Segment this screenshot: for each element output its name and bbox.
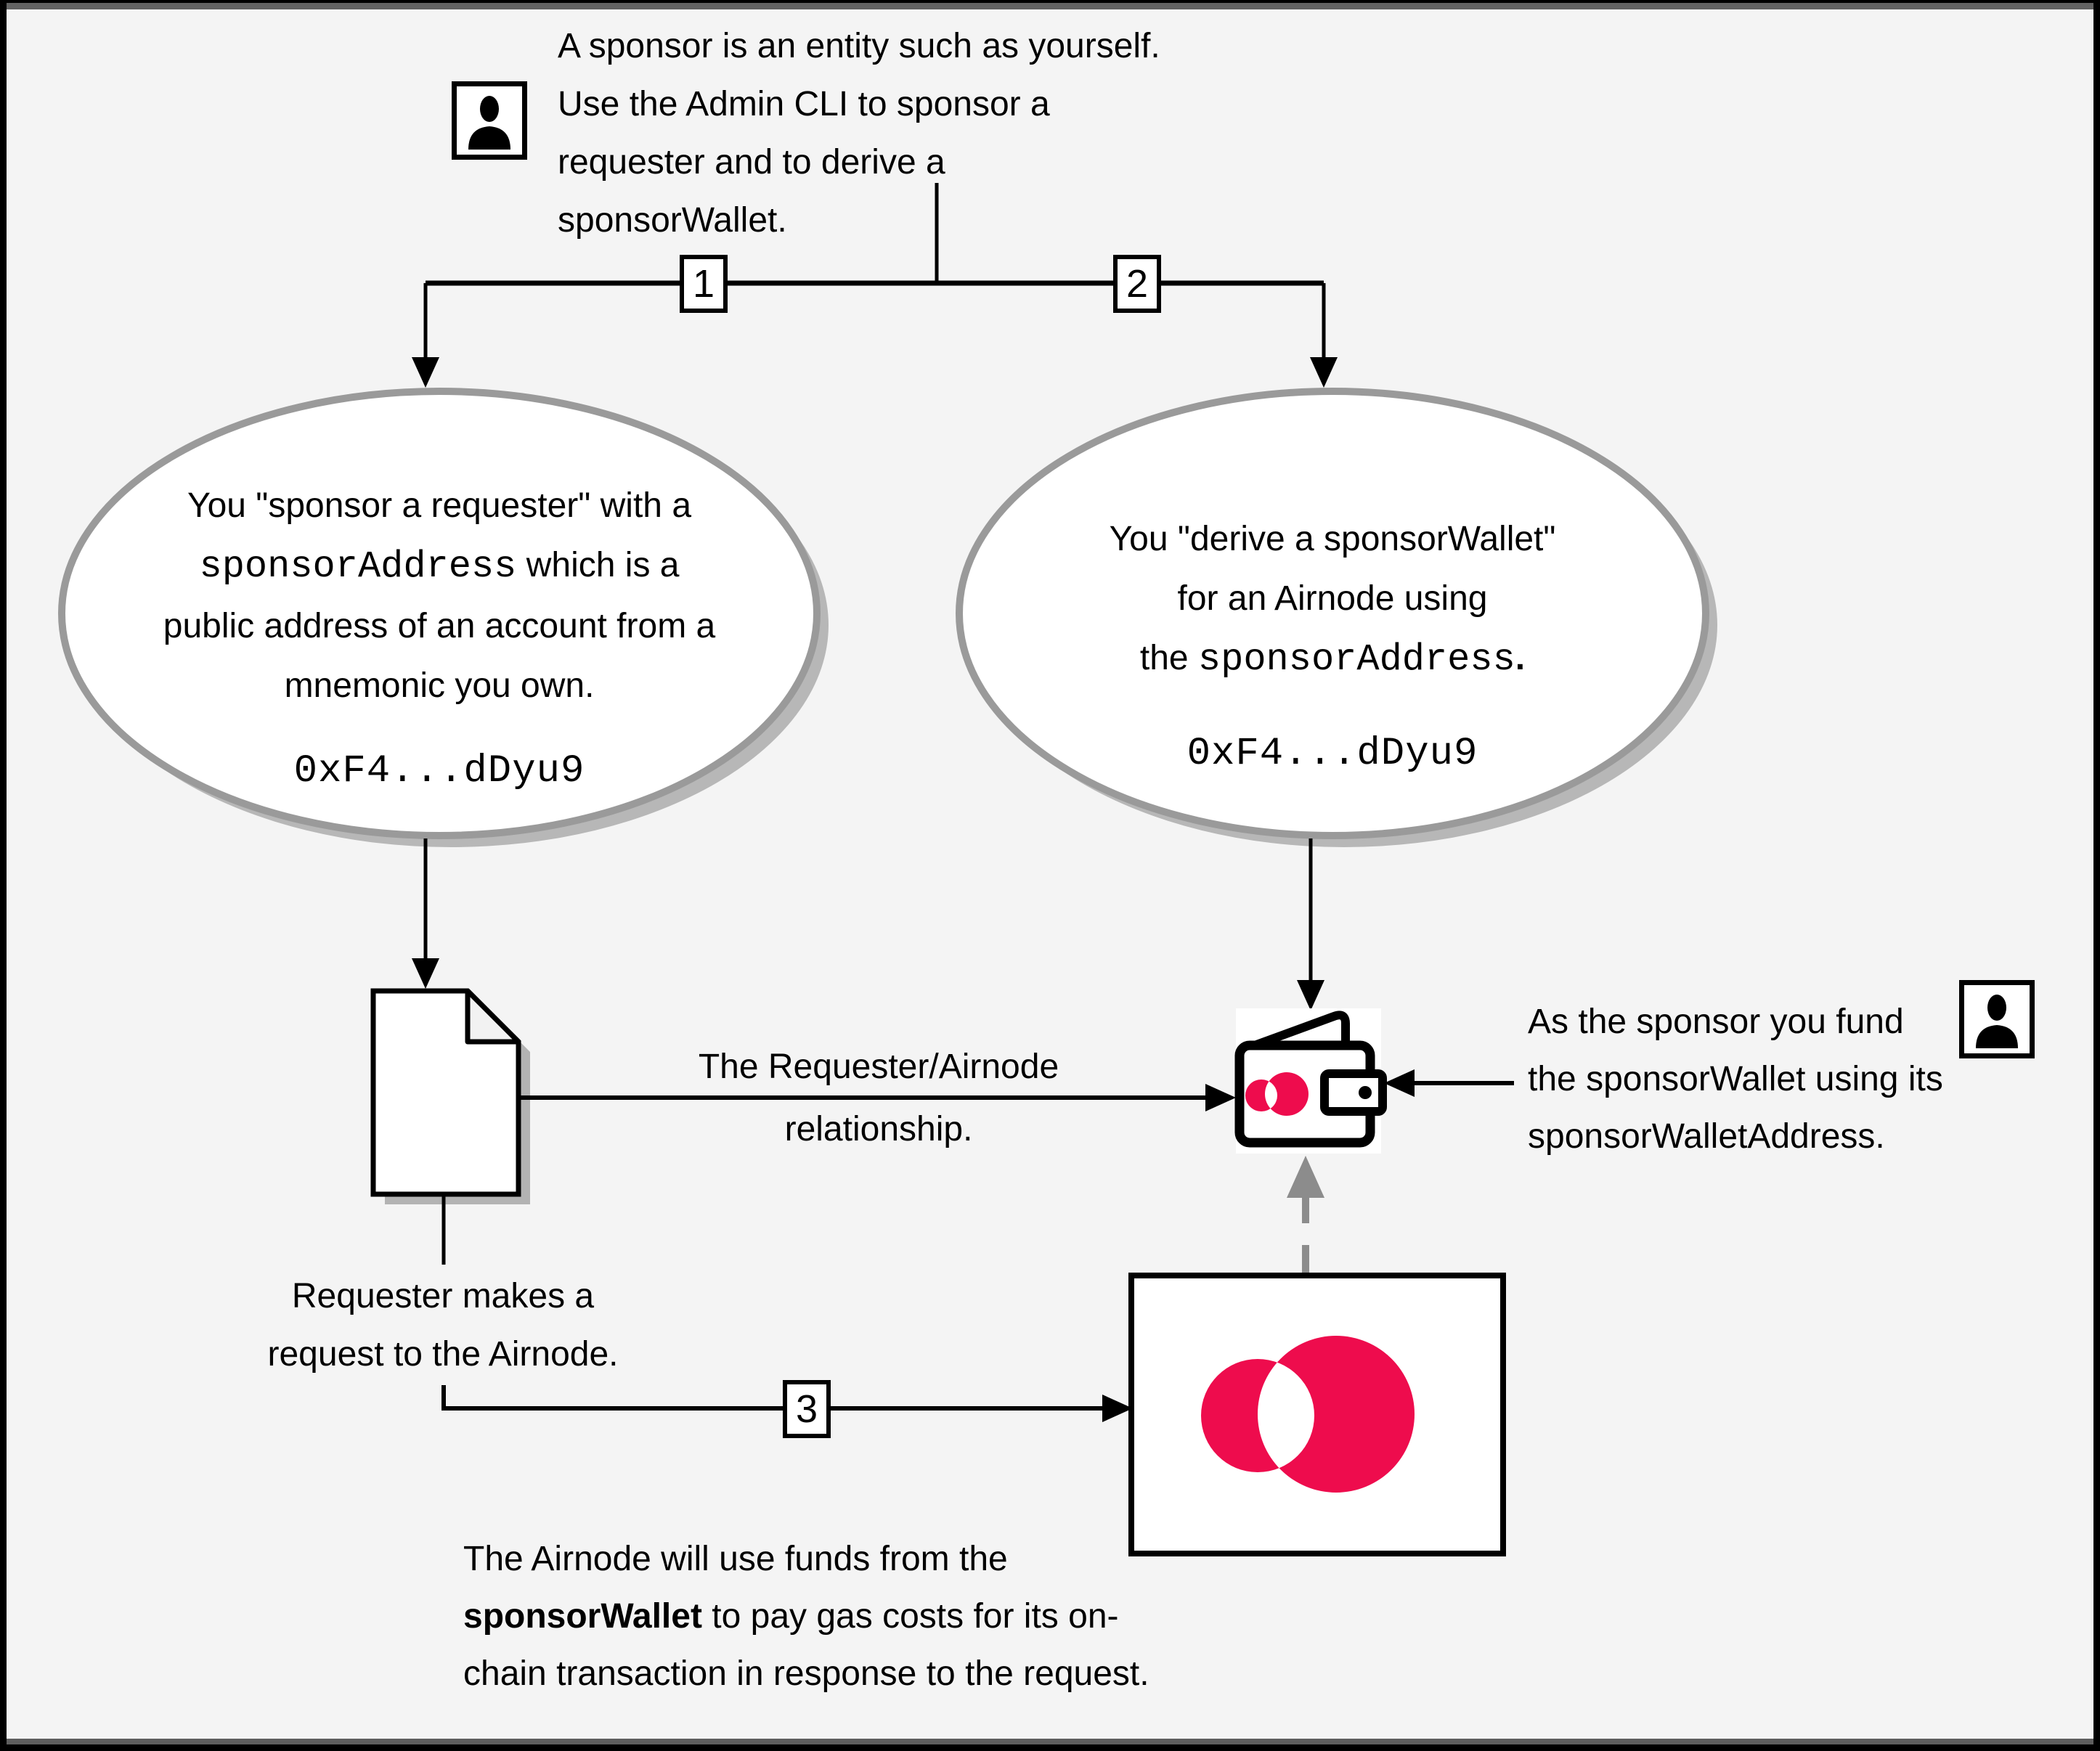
bottom-note-line2-rest: to pay gas costs for its on-: [701, 1597, 1119, 1636]
relationship-label-line2: relationship.: [784, 1110, 973, 1148]
left-ellipse-line3: public address of an account from a: [163, 607, 716, 645]
bottom-note-line3: chain transaction in response to the request.: [463, 1654, 1149, 1693]
frame-top-shade: [0, 3, 2100, 9]
funder-person-icon: [1959, 980, 2035, 1058]
sponsorwallet-address-value: 0xF4...dDyu9: [1187, 732, 1478, 776]
fund-note-line1: As the sponsor you fund: [1528, 1003, 1904, 1041]
bottom-note-line1: The Airnode will use funds from the: [463, 1540, 1008, 1578]
arrowhead-to-left-ellipse: [412, 357, 439, 388]
left-ellipse-line2-code: sponsorAddress: [199, 545, 517, 588]
step-2-badge: [1113, 255, 1161, 313]
fund-note-line3: sponsorWalletAddress.: [1528, 1117, 1885, 1156]
frame-bottom-border: [0, 1744, 2100, 1751]
person-bust-glyph: [467, 94, 512, 150]
frame-left-border: [0, 0, 7, 1751]
left-ellipse-line4: mnemonic you own.: [284, 666, 595, 705]
fund-note-line2: the sponsorWallet using its: [1528, 1060, 1943, 1098]
airnode-to-wallet-dashed-connector: [1287, 1156, 1324, 1274]
step-2-label: 2: [1126, 262, 1149, 306]
top-note-line4: sponsorWallet.: [558, 201, 787, 240]
top-note-line3: requester and to derive a: [558, 143, 945, 181]
arrowhead-to-right-ellipse: [1310, 357, 1338, 388]
left-ellipse-line1: You "sponsor a requester" with a: [187, 486, 692, 525]
left-ellipse-line2: [76, 536, 802, 597]
bottom-note-bold: sponsorWallet: [463, 1597, 702, 1636]
person-bust-glyph: [1974, 993, 2019, 1048]
top-note: [558, 17, 1160, 250]
right-ellipse-line3-code: sponsorAddress: [1197, 638, 1515, 681]
wallet-icon: [1236, 1008, 1383, 1154]
right-ellipse-line3-post: .: [1515, 639, 1526, 677]
top-note-line1: A sponsor is an entity such as yourself.: [558, 27, 1160, 65]
right-ellipse-line3-pre: the: [1139, 639, 1198, 677]
document-icon: [373, 991, 530, 1204]
bottom-note: [463, 1530, 1149, 1702]
relationship-label-line1: The Requester/Airnode: [698, 1048, 1059, 1086]
ellipse-to-document-connector: [412, 838, 439, 989]
requester-note: [185, 1268, 701, 1384]
step-3-badge: [783, 1380, 831, 1438]
frame-right-border: [2093, 0, 2100, 1751]
bottom-note-line2: [463, 1588, 1149, 1645]
step-1-badge: [680, 255, 728, 313]
step-1-label: 1: [692, 262, 715, 306]
requester-note-line1: Requester makes a: [291, 1277, 595, 1315]
derive-sponsorwallet-text: [964, 510, 1701, 784]
right-ellipse-line3: [964, 629, 1701, 690]
sponsor-address-value: 0xF4...dDyu9: [293, 749, 585, 793]
right-ellipse-line1: You "derive a sponsorWallet": [1109, 520, 1556, 558]
requester-note-line2: request to the Airnode.: [267, 1335, 619, 1374]
step-3-label: 3: [795, 1387, 818, 1431]
fund-note: [1528, 993, 1943, 1165]
left-ellipse-line2-rest: which is a: [516, 546, 680, 584]
ellipse-to-wallet-connector: [1297, 838, 1324, 1011]
airnode-box: [1131, 1276, 1503, 1554]
frame-bottom-shade: [0, 1739, 2100, 1744]
sponsor-requester-text: [76, 476, 802, 801]
fund-to-wallet-connector: [1384, 1069, 1514, 1097]
right-ellipse-line2: for an Airnode using: [1177, 579, 1488, 618]
top-note-line2: Use the Admin CLI to sponsor a: [558, 85, 1050, 123]
sponsor-person-icon: [452, 81, 527, 160]
